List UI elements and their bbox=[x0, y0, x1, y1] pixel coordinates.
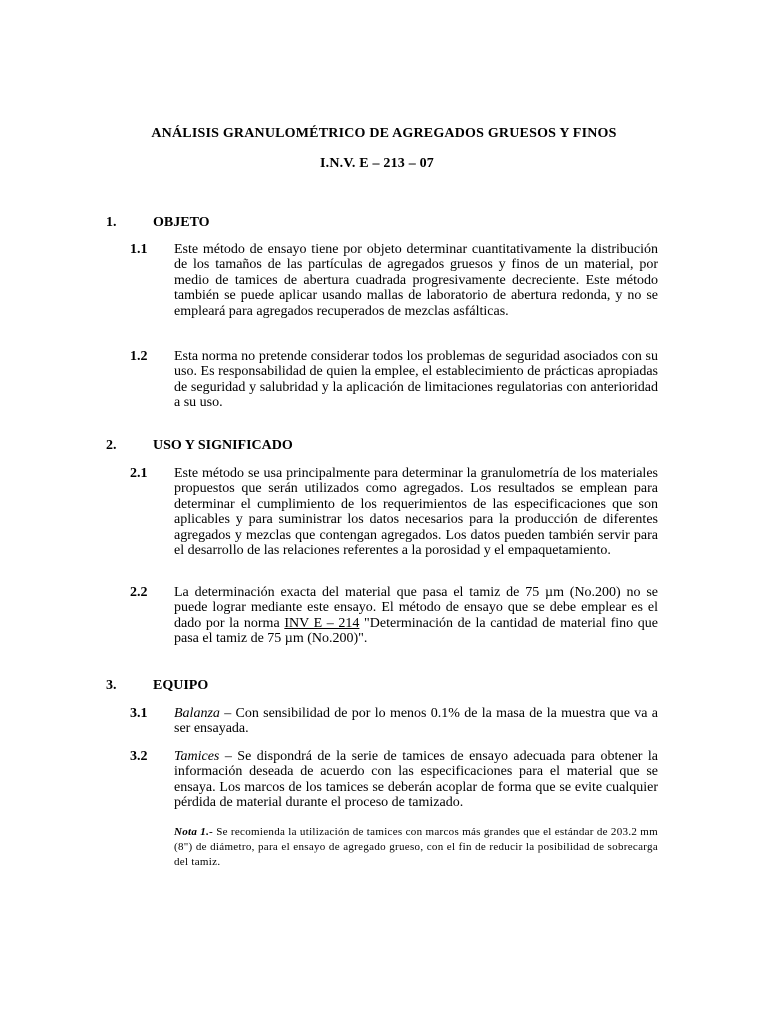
section-number: 3. bbox=[106, 678, 117, 693]
item-text-part: – Con sensibilidad de por lo menos 0.1% de la masa de la muestra que va a ser ensayada. bbox=[174, 706, 658, 737]
item-text: Esta norma no pretende considerar todos los problemas de seguridad asociados con su uso. Es responsabilidad de quien la emplee, el establecimiento de prácticas apropiadas de seguridad y salubridad y la aplicación de limitaciones regulatorias con anterioridad a su uso. bbox=[174, 349, 658, 411]
item-text bbox=[174, 706, 658, 737]
item-text bbox=[174, 749, 658, 811]
norm-link[interactable]: INV E – 214 bbox=[284, 615, 360, 631]
note bbox=[174, 825, 658, 870]
item-text bbox=[174, 585, 658, 647]
document-title: ANÁLISIS GRANULOMÉTRICO DE AGREGADOS GRUESOS Y FINOS bbox=[151, 126, 617, 141]
section-title: OBJETO bbox=[153, 215, 210, 230]
document-code: I.N.V. E – 213 – 07 bbox=[320, 156, 435, 171]
item-number: 1.1 bbox=[130, 242, 148, 257]
note-label: Nota 1.- bbox=[174, 826, 214, 838]
item-number: 3.2 bbox=[130, 749, 148, 764]
section-title: EQUIPO bbox=[153, 678, 209, 693]
item-text: Este método se usa principalmente para determinar la granulometría de los materiales propuestos que serán utilizados como agregados. Los resultados se emplean para determinar el cumplimiento de los requerimientos de las especificaciones que son aplicables y para suministrar los datos necesarios para la producción de diferentes agregados y mezclas que contengan agregados. Los datos pueden también servir para el desarrollo de las relaciones referentes a la porosidad y el empaquetamiento. bbox=[174, 466, 658, 559]
section-number: 1. bbox=[106, 215, 117, 230]
item-number: 2.1 bbox=[130, 466, 148, 481]
item-number: 1.2 bbox=[130, 349, 148, 364]
section-title: USO Y SIGNIFICADO bbox=[153, 438, 293, 453]
item-number: 3.1 bbox=[130, 706, 148, 721]
item-term: Tamices bbox=[174, 749, 220, 764]
item-number: 2.2 bbox=[130, 585, 148, 600]
section-number: 2. bbox=[106, 438, 117, 453]
item-text-part: – Se dispondrá de la serie de tamices de ensayo adecuada para obtener la información deseada de acuerdo con las especificaciones para el material que se ensaya. Los marcos de los tamices se deberán acoplar de forma que se evite cualquier pérdida de material durante el proceso de tamizado. bbox=[174, 749, 658, 811]
note-text: Se recomienda la utilización de tamices con marcos más grandes que el estándar de 203.2 mm (8") de diámetro, para el ensayo de agregado grueso, con el fin de reducir la posibilidad de sobrecarga del tamiz. bbox=[174, 826, 658, 868]
item-text: Este método de ensayo tiene por objeto determinar cuantitativamente la distribución de los tamaños de las partículas de agregados gruesos y finos de un material, por medio de tamices de abertura cuadrada progresivamente decreciente. Este método también se puede aplicar usando mallas de laboratorio de abertura redonda, y no se empleará para agregados recuperados de mezclas asfálticas. bbox=[174, 242, 658, 319]
item-text-part: "Determinación de la cantidad de material fino que pasa el tamiz de 75 µm (No.200)". bbox=[174, 615, 659, 647]
item-text-part: La determinación exacta del material que pasa el tamiz de 75 µm (No.200) no se puede lograr mediante este ensayo. El método de ensayo que se debe emplear es el dado por la norma bbox=[174, 585, 658, 631]
item-term: Balanza bbox=[174, 706, 220, 721]
